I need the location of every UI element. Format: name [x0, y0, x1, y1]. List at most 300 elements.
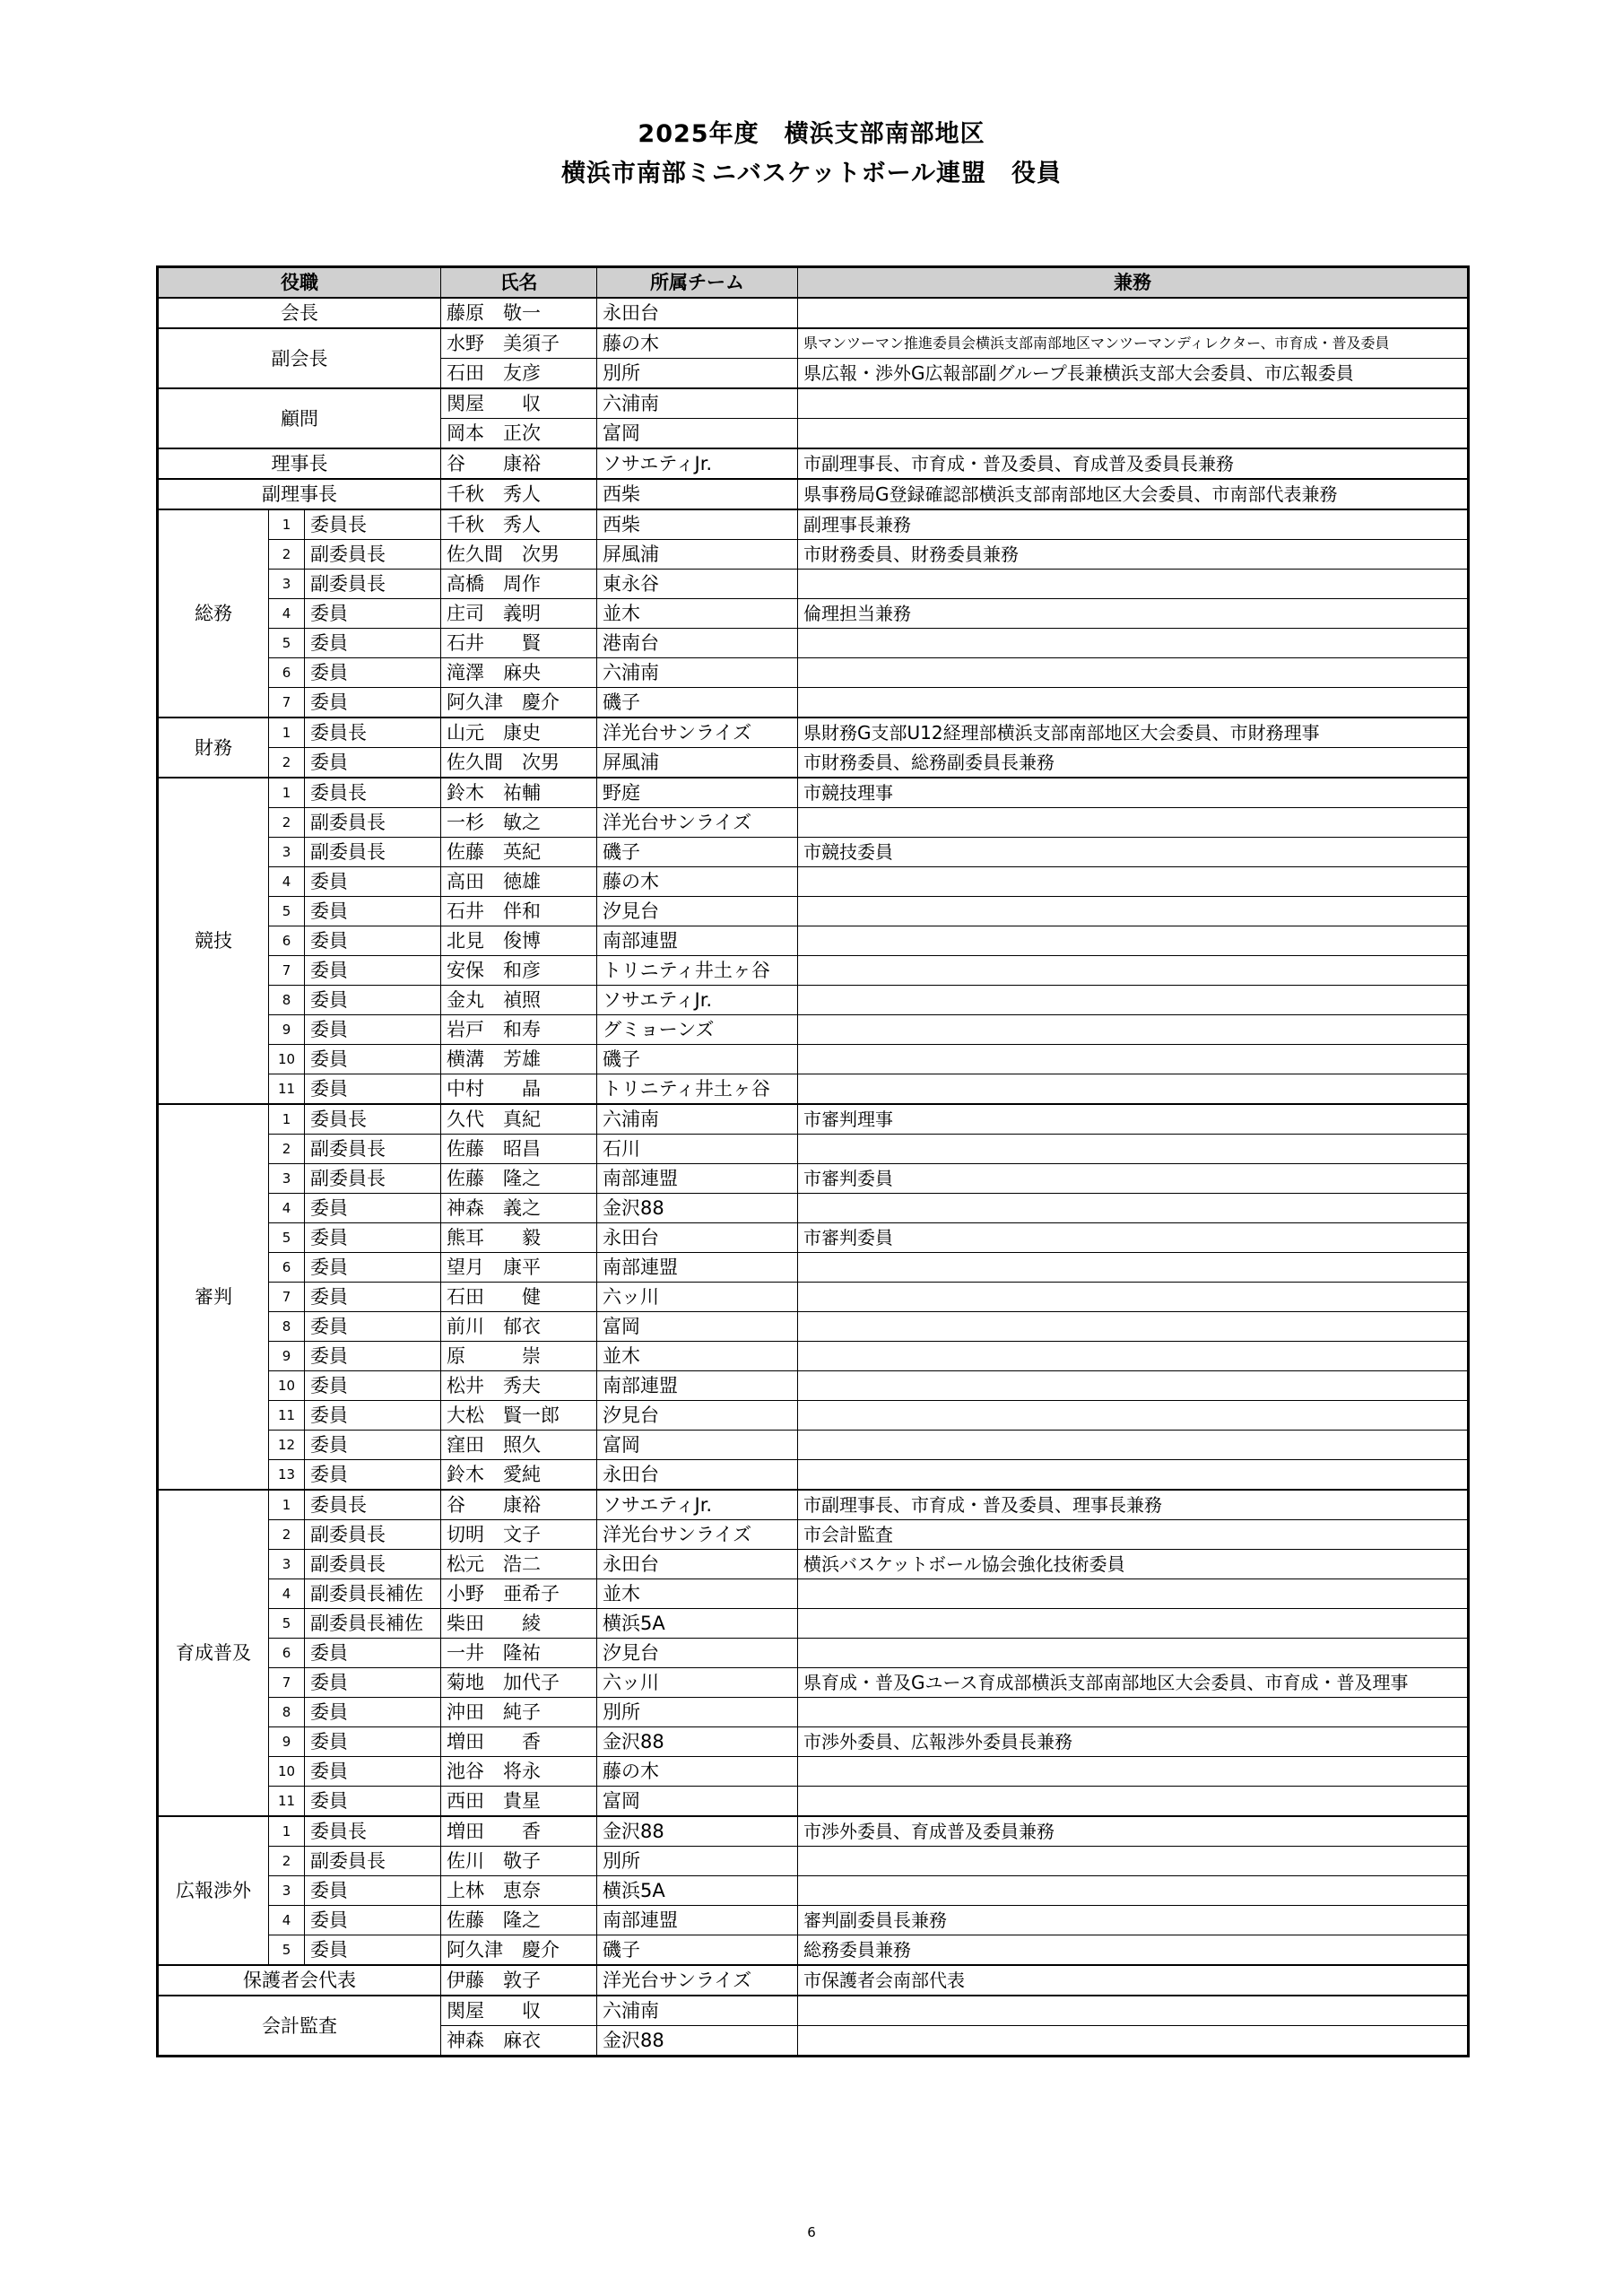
- row-number: 5: [269, 1223, 305, 1253]
- name-cell: 小野 亜希子: [441, 1579, 597, 1609]
- team-cell: 金沢88: [597, 1816, 798, 1847]
- header-duty: 兼務: [798, 267, 1469, 299]
- row-number: 1: [269, 1816, 305, 1847]
- row-number: 2: [269, 1520, 305, 1550]
- team-cell: 磯子: [597, 1045, 798, 1074]
- role-cell: 競技: [158, 778, 269, 1104]
- row-number: 7: [269, 956, 305, 986]
- table-row: [158, 1757, 1469, 1787]
- team-cell: 汐見台: [597, 897, 798, 926]
- row-number: 2: [269, 1847, 305, 1876]
- name-cell: 鈴木 愛純: [441, 1460, 597, 1491]
- team-cell: ソサエティJr.: [597, 986, 798, 1015]
- team-cell: 別所: [597, 359, 798, 389]
- name-cell: 増田 香: [441, 1727, 597, 1757]
- duty-cell: 市渉外委員、広報渉外委員長兼務: [798, 1727, 1469, 1757]
- name-cell: 佐藤 昭昌: [441, 1135, 597, 1164]
- name-cell: 松元 浩二: [441, 1550, 597, 1579]
- position-cell: 委員: [305, 1312, 441, 1342]
- team-cell: 南部連盟: [597, 1253, 798, 1283]
- duty-cell: 市副理事長、市育成・普及委員、育成普及委員長兼務: [798, 448, 1469, 479]
- team-cell: 富岡: [597, 419, 798, 449]
- row-number: 5: [269, 1935, 305, 1966]
- name-cell: 山元 康史: [441, 718, 597, 748]
- table-row: [158, 658, 1469, 688]
- duty-cell: 市審判委員: [798, 1164, 1469, 1194]
- table-row: [158, 388, 1469, 419]
- table-row: [158, 479, 1469, 509]
- team-cell: 南部連盟: [597, 1906, 798, 1935]
- document-title: [0, 115, 1623, 194]
- team-cell: 藤の木: [597, 328, 798, 359]
- team-cell: 六ッ川: [597, 1668, 798, 1698]
- table-row: [158, 1906, 1469, 1935]
- row-number: 1: [269, 1490, 305, 1520]
- position-cell: 委員: [305, 599, 441, 629]
- name-cell: 切明 文子: [441, 1520, 597, 1550]
- row-number: 10: [269, 1757, 305, 1787]
- duty-cell: [798, 926, 1469, 956]
- row-number: 1: [269, 778, 305, 808]
- table-row: [158, 1847, 1469, 1876]
- table-row: [158, 629, 1469, 658]
- table-row: [158, 1312, 1469, 1342]
- team-cell: 藤の木: [597, 867, 798, 897]
- duty-cell: 倫理担当兼務: [798, 599, 1469, 629]
- name-cell: 石田 健: [441, 1283, 597, 1312]
- position-cell: 委員: [305, 1876, 441, 1906]
- position-cell: 委員長: [305, 1104, 441, 1135]
- team-cell: 洋光台サンライズ: [597, 808, 798, 838]
- table-row: [158, 1965, 1469, 1996]
- name-cell: 佐川 敬子: [441, 1847, 597, 1876]
- role-cell: 総務: [158, 509, 269, 718]
- table-row: [158, 1996, 1469, 2026]
- team-cell: 南部連盟: [597, 926, 798, 956]
- position-cell: 委員: [305, 986, 441, 1015]
- position-cell: 委員長: [305, 509, 441, 540]
- table-row: [158, 1520, 1469, 1550]
- name-cell: 上林 恵奈: [441, 1876, 597, 1906]
- duty-cell: 市財務委員、総務副委員長兼務: [798, 748, 1469, 778]
- row-number: 5: [269, 1609, 305, 1639]
- row-number: 2: [269, 1135, 305, 1164]
- table-row: [158, 1253, 1469, 1283]
- name-cell: 前川 郁衣: [441, 1312, 597, 1342]
- duty-cell: [798, 1283, 1469, 1312]
- row-number: 10: [269, 1045, 305, 1074]
- name-cell: 横溝 芳雄: [441, 1045, 597, 1074]
- position-cell: 委員: [305, 1074, 441, 1105]
- position-cell: 委員: [305, 688, 441, 718]
- team-cell: 永田台: [597, 1460, 798, 1491]
- row-number: 4: [269, 1579, 305, 1609]
- name-cell: 岩戸 和寿: [441, 1015, 597, 1045]
- position-cell: 委員: [305, 1906, 441, 1935]
- duty-cell: 市審判理事: [798, 1104, 1469, 1135]
- name-cell: 関屋 収: [441, 388, 597, 419]
- row-number: 4: [269, 1906, 305, 1935]
- row-number: 12: [269, 1431, 305, 1460]
- row-number: 3: [269, 570, 305, 599]
- name-cell: 北見 俊博: [441, 926, 597, 956]
- position-cell: 委員: [305, 1194, 441, 1223]
- position-cell: 委員: [305, 926, 441, 956]
- row-number: 6: [269, 926, 305, 956]
- row-number: 5: [269, 629, 305, 658]
- team-cell: トリニティ井土ヶ谷: [597, 956, 798, 986]
- duty-cell: 市渉外委員、育成普及委員兼務: [798, 1816, 1469, 1847]
- team-cell: 磯子: [597, 688, 798, 718]
- position-cell: 副委員長: [305, 808, 441, 838]
- name-cell: 沖田 純子: [441, 1698, 597, 1727]
- table-row: [158, 570, 1469, 599]
- duty-cell: [798, 1698, 1469, 1727]
- table-row: [158, 956, 1469, 986]
- name-cell: 阿久津 慶介: [441, 1935, 597, 1966]
- table-row: [158, 1668, 1469, 1698]
- team-cell: 並木: [597, 1342, 798, 1371]
- table-row: [158, 688, 1469, 718]
- position-cell: 委員: [305, 1045, 441, 1074]
- position-cell: 副委員長: [305, 1847, 441, 1876]
- name-cell: 石井 賢: [441, 629, 597, 658]
- duty-cell: 市競技理事: [798, 778, 1469, 808]
- position-cell: 委員: [305, 1460, 441, 1491]
- row-number: 6: [269, 1253, 305, 1283]
- row-number: 3: [269, 1876, 305, 1906]
- team-cell: 藤の木: [597, 1757, 798, 1787]
- duty-cell: 県財務G支部U12経理部横浜支部南部地区大会委員、市財務理事: [798, 718, 1469, 748]
- table-row: [158, 778, 1469, 808]
- duty-cell: 副理事長兼務: [798, 509, 1469, 540]
- position-cell: 委員: [305, 1639, 441, 1668]
- position-cell: 委員: [305, 658, 441, 688]
- table-row: [158, 1431, 1469, 1460]
- position-cell: 委員: [305, 1698, 441, 1727]
- team-cell: 横浜5A: [597, 1876, 798, 1906]
- team-cell: 六浦南: [597, 658, 798, 688]
- role-cell: 会計監査: [158, 1996, 441, 2057]
- team-cell: 永田台: [597, 1550, 798, 1579]
- table-row: [158, 1935, 1469, 1966]
- team-cell: 別所: [597, 1847, 798, 1876]
- duty-cell: [798, 419, 1469, 449]
- name-cell: 阿久津 慶介: [441, 688, 597, 718]
- position-cell: 委員: [305, 1935, 441, 1966]
- row-number: 4: [269, 867, 305, 897]
- duty-cell: [798, 897, 1469, 926]
- position-cell: 委員: [305, 956, 441, 986]
- row-number: 5: [269, 897, 305, 926]
- row-number: 7: [269, 688, 305, 718]
- duty-cell: [798, 1194, 1469, 1223]
- name-cell: 藤原 敬一: [441, 298, 597, 328]
- team-cell: 西柴: [597, 479, 798, 509]
- role-cell: 広報渉外: [158, 1816, 269, 1965]
- row-number: 13: [269, 1460, 305, 1491]
- row-number: 2: [269, 808, 305, 838]
- team-cell: 屏風浦: [597, 748, 798, 778]
- position-cell: 副委員長: [305, 1520, 441, 1550]
- name-cell: 望月 康平: [441, 1253, 597, 1283]
- row-number: 3: [269, 1550, 305, 1579]
- table-row: [158, 1698, 1469, 1727]
- duty-cell: 県育成・普及Gユース育成部横浜支部南部地区大会委員、市育成・普及理事: [798, 1668, 1469, 1698]
- duty-cell: [798, 1757, 1469, 1787]
- name-cell: 原 崇: [441, 1342, 597, 1371]
- position-cell: 副委員長: [305, 1164, 441, 1194]
- name-cell: 千秋 秀人: [441, 509, 597, 540]
- name-cell: 庄司 義明: [441, 599, 597, 629]
- position-cell: 委員長: [305, 1490, 441, 1520]
- duty-cell: [798, 1074, 1469, 1105]
- name-cell: 神森 麻衣: [441, 2026, 597, 2057]
- row-number: 1: [269, 509, 305, 540]
- table-row: [158, 1876, 1469, 1906]
- name-cell: 鈴木 祐輔: [441, 778, 597, 808]
- position-cell: 副委員長: [305, 1135, 441, 1164]
- row-number: 7: [269, 1668, 305, 1698]
- name-cell: 谷 康裕: [441, 1490, 597, 1520]
- name-cell: 佐久間 次男: [441, 540, 597, 570]
- table-row: [158, 926, 1469, 956]
- name-cell: 松井 秀夫: [441, 1371, 597, 1401]
- position-cell: 委員: [305, 897, 441, 926]
- duty-cell: 県事務局G登録確認部横浜支部南部地区大会委員、市南部代表兼務: [798, 479, 1469, 509]
- position-cell: 委員: [305, 1431, 441, 1460]
- table-row: [158, 718, 1469, 748]
- position-cell: 委員: [305, 1015, 441, 1045]
- duty-cell: [798, 1401, 1469, 1431]
- duty-cell: [798, 1371, 1469, 1401]
- role-cell: 審判: [158, 1104, 269, 1490]
- team-cell: グミョーンズ: [597, 1015, 798, 1045]
- team-cell: 野庭: [597, 778, 798, 808]
- row-number: 4: [269, 599, 305, 629]
- duty-cell: [798, 629, 1469, 658]
- role-cell: 会長: [158, 298, 441, 328]
- position-cell: 副委員長: [305, 570, 441, 599]
- position-cell: 委員: [305, 1401, 441, 1431]
- name-cell: 神森 義之: [441, 1194, 597, 1223]
- duty-cell: [798, 388, 1469, 419]
- team-cell: 金沢88: [597, 1194, 798, 1223]
- row-number: 7: [269, 1283, 305, 1312]
- row-number: 11: [269, 1074, 305, 1105]
- duty-cell: [798, 1639, 1469, 1668]
- header-name: 氏名: [441, 267, 597, 299]
- row-number: 9: [269, 1342, 305, 1371]
- row-number: 11: [269, 1401, 305, 1431]
- name-cell: 佐藤 隆之: [441, 1906, 597, 1935]
- table-row: [158, 1550, 1469, 1579]
- name-cell: 安保 和彦: [441, 956, 597, 986]
- row-number: 3: [269, 1164, 305, 1194]
- row-number: 1: [269, 1104, 305, 1135]
- table-row: [158, 1135, 1469, 1164]
- table-row: [158, 509, 1469, 540]
- team-cell: 六浦南: [597, 1996, 798, 2026]
- table-row: [158, 1371, 1469, 1401]
- team-cell: ソサエティJr.: [597, 1490, 798, 1520]
- team-cell: 南部連盟: [597, 1164, 798, 1194]
- name-cell: 増田 香: [441, 1816, 597, 1847]
- table-row: [158, 540, 1469, 570]
- team-cell: 金沢88: [597, 2026, 798, 2057]
- position-cell: 委員: [305, 1668, 441, 1698]
- name-cell: 佐久間 次男: [441, 748, 597, 778]
- row-number: 8: [269, 1698, 305, 1727]
- team-cell: 六ッ川: [597, 1283, 798, 1312]
- position-cell: 委員長: [305, 1816, 441, 1847]
- duty-cell: 市保護者会南部代表: [798, 1965, 1469, 1996]
- duty-cell: [798, 298, 1469, 328]
- name-cell: 水野 美須子: [441, 328, 597, 359]
- name-cell: 久代 真紀: [441, 1104, 597, 1135]
- duty-cell: [798, 1253, 1469, 1283]
- name-cell: 関屋 収: [441, 1996, 597, 2026]
- table-row: [158, 1223, 1469, 1253]
- name-cell: 石井 伴和: [441, 897, 597, 926]
- name-cell: 柴田 綾: [441, 1609, 597, 1639]
- table-row: [158, 1639, 1469, 1668]
- name-cell: 滝澤 麻央: [441, 658, 597, 688]
- team-cell: 洋光台サンライズ: [597, 1520, 798, 1550]
- duty-cell: [798, 1431, 1469, 1460]
- duty-cell: [798, 1342, 1469, 1371]
- name-cell: 一井 隆祐: [441, 1639, 597, 1668]
- table-row: [158, 808, 1469, 838]
- duty-cell: 横浜バスケットボール協会強化技術委員: [798, 1550, 1469, 1579]
- position-cell: 副委員長補佐: [305, 1579, 441, 1609]
- header-team: 所属チーム: [597, 267, 798, 299]
- role-cell: 副理事長: [158, 479, 441, 509]
- table-row: [158, 867, 1469, 897]
- duty-cell: 市会計監査: [798, 1520, 1469, 1550]
- role-cell: 財務: [158, 718, 269, 778]
- table-row: [158, 748, 1469, 778]
- table-row: [158, 1727, 1469, 1757]
- table-row: [158, 1460, 1469, 1491]
- name-cell: 熊耳 毅: [441, 1223, 597, 1253]
- role-cell: 育成普及: [158, 1490, 269, 1816]
- team-cell: 南部連盟: [597, 1371, 798, 1401]
- duty-cell: [798, 1787, 1469, 1817]
- team-cell: 富岡: [597, 1787, 798, 1817]
- table-row: [158, 1194, 1469, 1223]
- duty-cell: 市副理事長、市育成・普及委員、理事長兼務: [798, 1490, 1469, 1520]
- row-number: 4: [269, 1194, 305, 1223]
- team-cell: 横浜5A: [597, 1609, 798, 1639]
- table-row: [158, 599, 1469, 629]
- row-number: 6: [269, 658, 305, 688]
- title-line-2: 横浜市南部ミニバスケットボール連盟 役員: [560, 160, 1063, 187]
- page-number: 6: [807, 2224, 816, 2240]
- table-row: [158, 1342, 1469, 1371]
- team-cell: 磯子: [597, 1935, 798, 1966]
- officer-roster-table: [156, 265, 1470, 2057]
- position-cell: 副委員長: [305, 838, 441, 867]
- name-cell: 菊地 加代子: [441, 1668, 597, 1698]
- team-cell: 並木: [597, 1579, 798, 1609]
- position-cell: 委員: [305, 1371, 441, 1401]
- duty-cell: 市財務委員、財務委員兼務: [798, 540, 1469, 570]
- row-number: 11: [269, 1787, 305, 1817]
- team-cell: 富岡: [597, 1312, 798, 1342]
- duty-cell: 総務委員兼務: [798, 1935, 1469, 1966]
- duty-cell: 市競技委員: [798, 838, 1469, 867]
- table-row: [158, 1490, 1469, 1520]
- duty-cell: [798, 570, 1469, 599]
- role-cell: 理事長: [158, 448, 441, 479]
- team-cell: 西柴: [597, 509, 798, 540]
- table-row: [158, 1104, 1469, 1135]
- name-cell: 伊藤 敦子: [441, 1965, 597, 1996]
- team-cell: 六浦南: [597, 388, 798, 419]
- table-row: [158, 1074, 1469, 1105]
- team-cell: 屏風浦: [597, 540, 798, 570]
- row-number: 8: [269, 1312, 305, 1342]
- team-cell: 汐見台: [597, 1639, 798, 1668]
- table-row: [158, 1164, 1469, 1194]
- duty-cell: [798, 1015, 1469, 1045]
- position-cell: 委員: [305, 1342, 441, 1371]
- position-cell: 委員: [305, 1787, 441, 1817]
- duty-cell: 審判副委員長兼務: [798, 1906, 1469, 1935]
- position-cell: 委員: [305, 1253, 441, 1283]
- name-cell: 高橋 周作: [441, 570, 597, 599]
- name-cell: 石田 友彦: [441, 359, 597, 389]
- duty-cell: [798, 1135, 1469, 1164]
- role-cell: 副会長: [158, 328, 441, 388]
- table-row: [158, 328, 1469, 359]
- name-cell: 大松 賢一郎: [441, 1401, 597, 1431]
- position-cell: 委員: [305, 1757, 441, 1787]
- team-cell: ソサエティJr.: [597, 448, 798, 479]
- row-number: 9: [269, 1727, 305, 1757]
- row-number: 8: [269, 986, 305, 1015]
- role-cell: 保護者会代表: [158, 1965, 441, 1996]
- role-cell: 顧問: [158, 388, 441, 448]
- team-cell: 永田台: [597, 1223, 798, 1253]
- team-cell: 洋光台サンライズ: [597, 1965, 798, 1996]
- team-cell: 金沢88: [597, 1727, 798, 1757]
- row-number: 10: [269, 1371, 305, 1401]
- table-row: [158, 1015, 1469, 1045]
- header-role: 役職: [158, 267, 441, 299]
- position-cell: 委員長: [305, 778, 441, 808]
- duty-cell: [798, 1996, 1469, 2026]
- name-cell: 一杉 敏之: [441, 808, 597, 838]
- duty-cell: [798, 688, 1469, 718]
- team-cell: 永田台: [597, 298, 798, 328]
- duty-cell: 県広報・渉外G広報部副グループ長兼横浜支部大会委員、市広報委員: [798, 359, 1469, 389]
- name-cell: 窪田 照久: [441, 1431, 597, 1460]
- name-cell: 佐藤 隆之: [441, 1164, 597, 1194]
- team-cell: 六浦南: [597, 1104, 798, 1135]
- team-cell: 洋光台サンライズ: [597, 718, 798, 748]
- team-cell: 別所: [597, 1698, 798, 1727]
- duty-cell: [798, 1312, 1469, 1342]
- position-cell: 副委員長: [305, 540, 441, 570]
- position-cell: 副委員長: [305, 1550, 441, 1579]
- duty-cell: [798, 956, 1469, 986]
- table-row: [158, 1045, 1469, 1074]
- row-number: 2: [269, 540, 305, 570]
- table-row: [158, 1787, 1469, 1817]
- team-cell: 東永谷: [597, 570, 798, 599]
